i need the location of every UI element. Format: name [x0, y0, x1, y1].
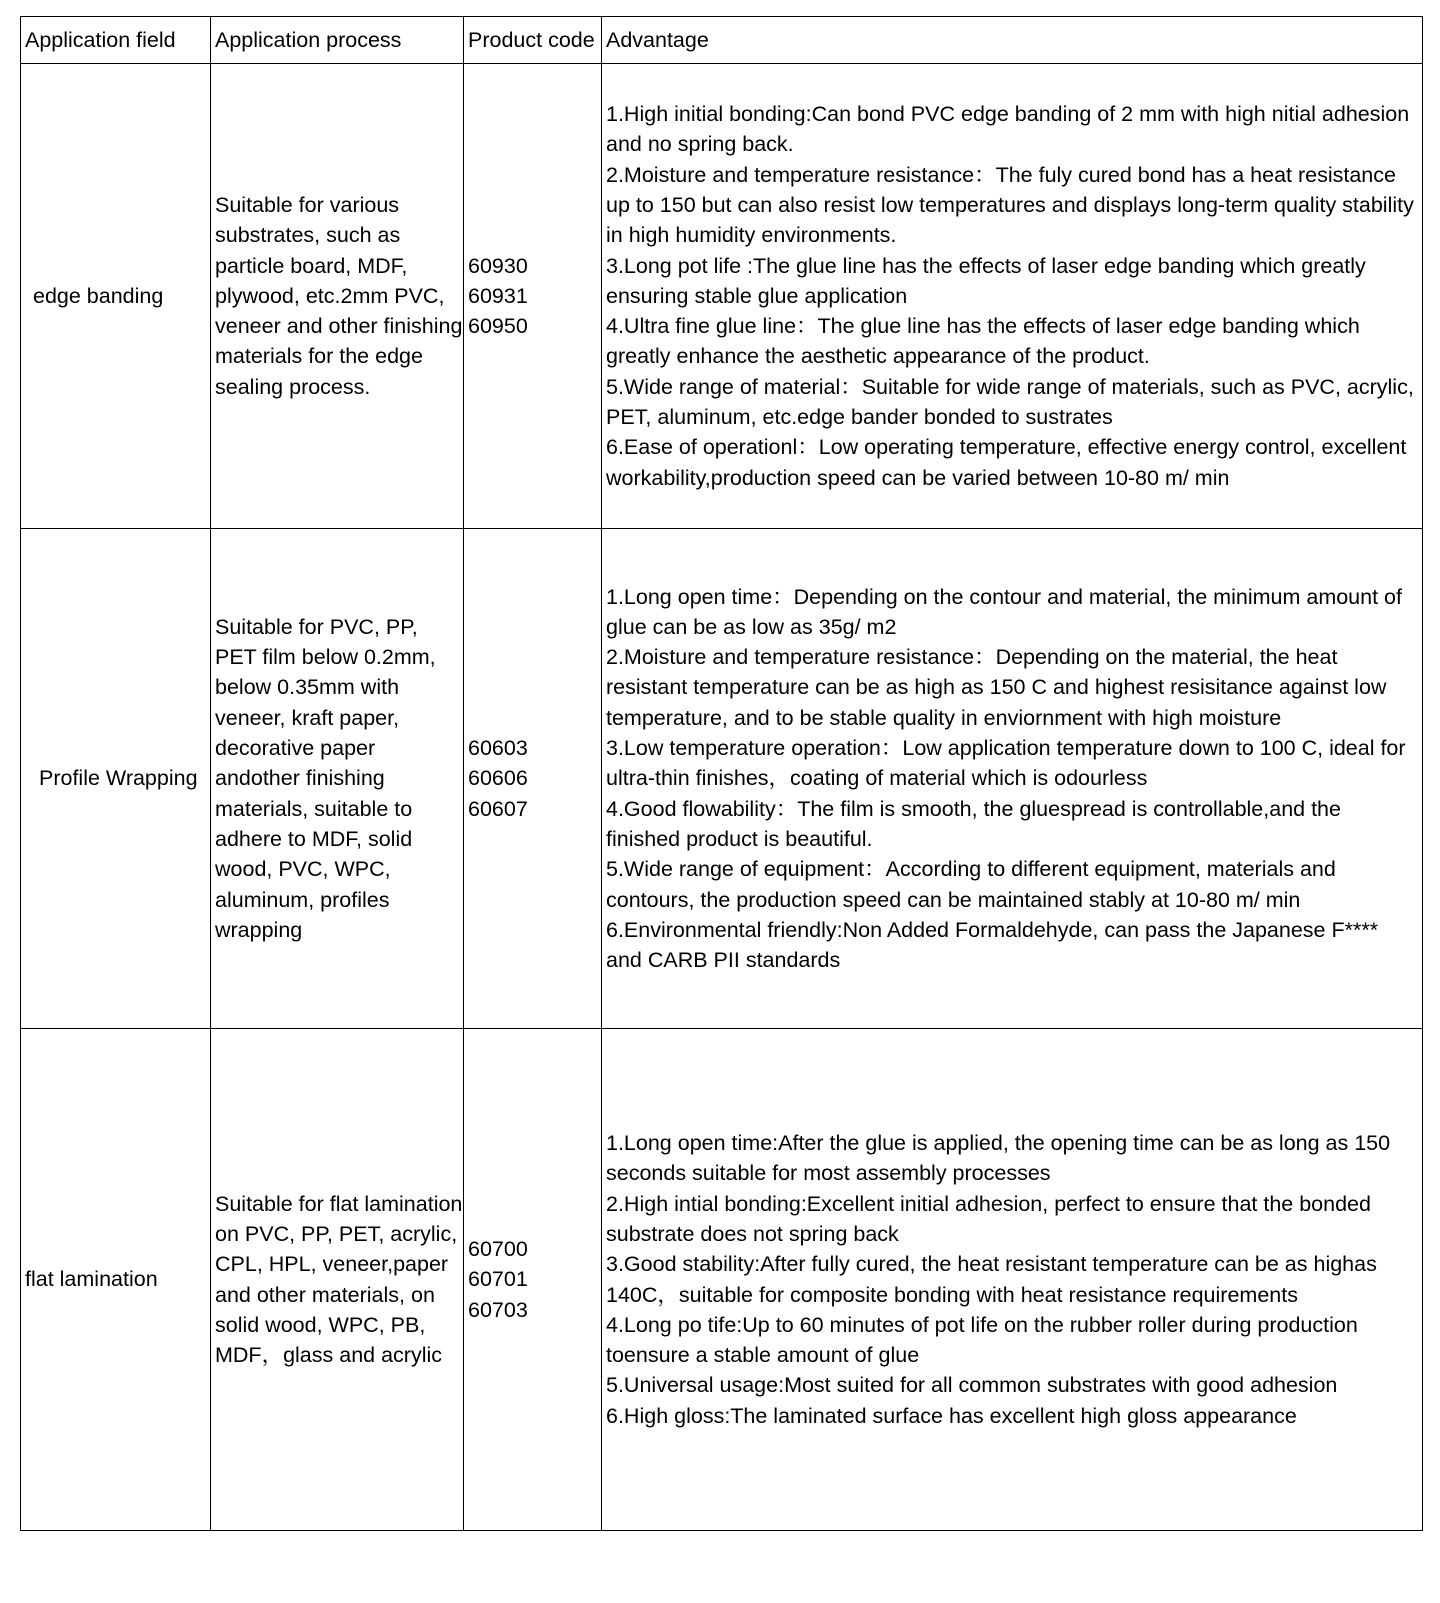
application-field-cell: edge banding	[21, 64, 211, 529]
product-code-cell	[464, 1029, 602, 1531]
advantage-item: 2.Moisture and temperature resistance：The fuly cured bond has a heat resistance up to 150 but can also resist low temperatures and displays long-term quality stability in high humidity environments.	[606, 162, 1414, 248]
product-code-cell	[464, 529, 602, 1029]
advantage-item: 3.Low temperature operation：Low application temperature down to 100 C, ideal for ultra-thin finishes，coating of material which is odourless	[606, 736, 1406, 791]
advantage-cell	[602, 529, 1423, 1029]
product-code: 60950	[468, 314, 528, 339]
product-code: 60700	[468, 1237, 528, 1262]
application-process-cell: Suitable for PVC, PP, PET film below 0.2mm, below 0.35mm with veneer, kraft paper, decorative paper andother finishing materials, suitable to adhere to MDF, solid wood, PVC, WPC, aluminum, profiles wrapping	[211, 529, 464, 1029]
advantage-cell	[602, 1029, 1423, 1531]
advantage-item: 1.Long open time:After the glue is applied, the opening time can be as long as 150 seconds suitable for most assembly processes	[606, 1131, 1391, 1186]
application-process-cell: Suitable for various substrates, such as particle board, MDF, plywood, etc.2mm PVC, veneer and other finishing materials for the edge sealing process.	[211, 64, 464, 529]
advantage-item: 5.Wide range of equipment：According to different equipment, materials and contours, the production speed can be maintained stably at 10-80 m/ min	[606, 857, 1336, 912]
application-field-cell: Profile Wrapping	[21, 529, 211, 1029]
product-application-table	[20, 16, 1423, 1531]
advantage-item: 4.Ultra fine glue line：The glue line has the effects of laser edge banding which greatly enhance the aesthetic appearance of the product.	[606, 314, 1360, 369]
advantage-item: 6.High gloss:The laminated surface has excellent high gloss appearance	[606, 1403, 1297, 1428]
advantage-item: 5.Wide range of material：Suitable for wide range of materials, such as PVC, acrylic, PET, aluminum, etc.edge bander bonded to sustrates	[606, 374, 1414, 430]
advantage-item: 2.Moisture and temperature resistance：Depending on the material, the heat resistant temperature can be as high as 150 C and highest resisitance against low temperature, and to be stable quality in enviornment with high moisture	[606, 645, 1387, 730]
product-code-cell	[464, 64, 602, 529]
advantage-item: 1.Long open time：Depending on the contour and material, the minimum amount of glue can be as low as 35g/ m2	[606, 584, 1402, 639]
table-row	[21, 64, 1423, 529]
advantage-item: 6.Ease of operationl：Low operating temperature, effective energy control, excellent workability,production speed can be varied between 10-80 m/ min	[606, 435, 1407, 490]
advantage-item: 3.Long pot life :The glue line has the effects of laser edge banding which greatly ensuring stable glue application	[606, 253, 1366, 308]
advantage-item: 1.High initial bonding:Can bond PVC edge banding of 2 mm with high nitial adhesion and no spring back.	[606, 102, 1410, 157]
product-code: 60607	[468, 796, 528, 821]
advantage-item: 5.Universal usage:Most suited for all common substrates with good adhesion	[606, 1373, 1338, 1398]
product-code: 60701	[468, 1267, 528, 1292]
table-row	[21, 529, 1423, 1029]
advantage-item: 4.Good flowability：The film is smooth, the gluespread is controllable,and the finished product is beautiful.	[606, 796, 1341, 851]
table-header-row	[21, 17, 1423, 64]
advantage-item: 6.Environmental friendly:Non Added Formaldehyde, can pass the Japanese F**** and CARB PII standards	[606, 917, 1379, 973]
application-process-cell: Suitable for flat lamination on PVC, PP, PET, acrylic, CPL, HPL, veneer,paper and other materials, on solid wood, WPC, PB, MDF，glass and acrylic	[211, 1029, 464, 1531]
advantage-item: 2.High intial bonding:Excellent initial adhesion, perfect to ensure that the bonded substrate does not spring back	[606, 1191, 1371, 1246]
header-product-code: Product code	[464, 17, 602, 64]
advantage-cell	[602, 64, 1423, 529]
advantage-item: 4.Long po tife:Up to 60 minutes of pot life on the rubber roller during production toensure a stable amount of glue	[606, 1312, 1358, 1368]
product-code: 60703	[468, 1297, 528, 1322]
product-code: 60606	[468, 766, 528, 791]
header-advantage: Advantage	[602, 17, 1423, 64]
product-code: 60603	[468, 736, 528, 761]
header-application-process: Application process	[211, 17, 464, 64]
table-row	[21, 1029, 1423, 1531]
product-code: 60930	[468, 253, 528, 278]
application-field-cell: flat lamination	[21, 1029, 211, 1531]
advantage-item: 3.Good stability:After fully cured, the heat resistant temperature can be as highas 140C，suitable for composite bonding with heat resistance requirements	[606, 1252, 1377, 1307]
product-code: 60931	[468, 283, 528, 308]
header-application-field: Application field	[21, 17, 211, 64]
